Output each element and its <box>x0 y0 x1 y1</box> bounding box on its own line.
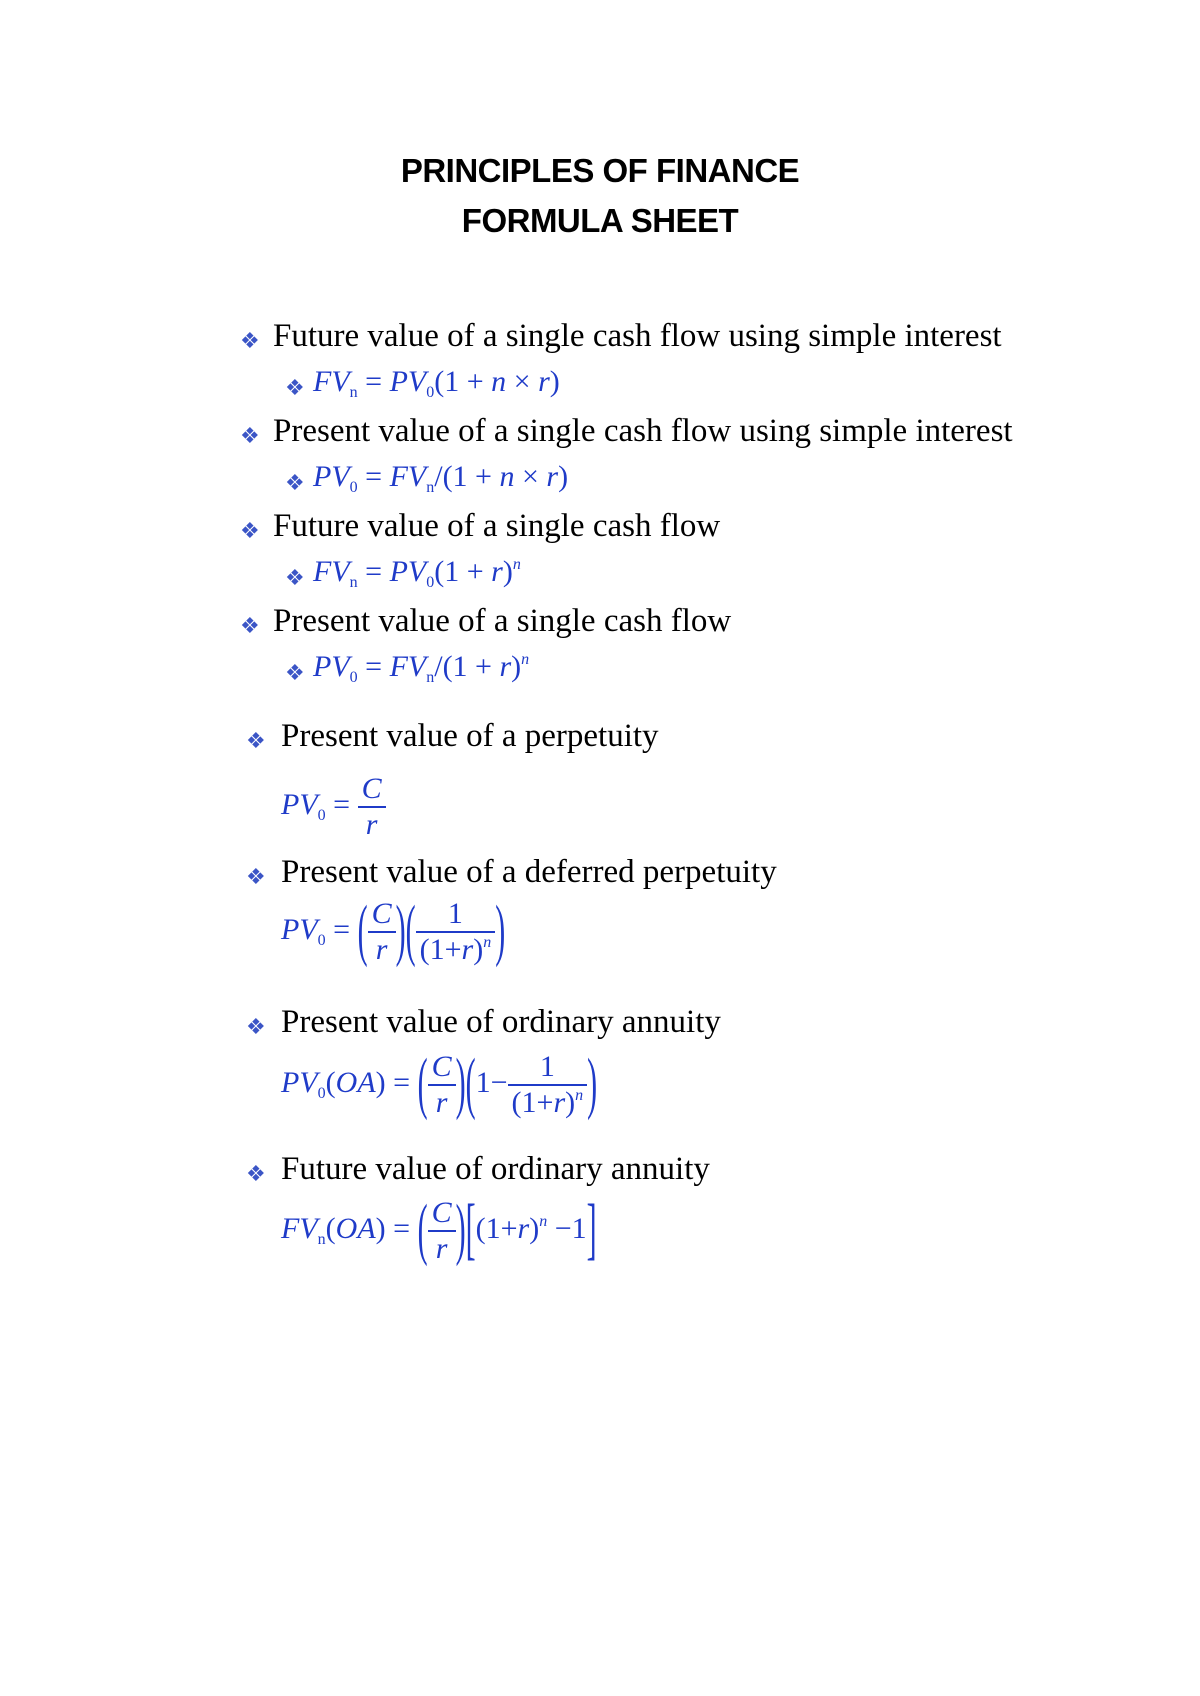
diamond-bullet-icon: ❖ <box>285 470 305 495</box>
page-title: PRINCIPLES OF FINANCE <box>400 152 800 189</box>
formula-pv-annuity: $PV_0(OA)$ = ( $\frac{C}{r}$ )(1− $\frac{1}{(1+r)^n}$ ) <box>281 1045 598 1122</box>
diamond-bullet-icon: ❖ <box>285 660 305 685</box>
page-subtitle: FORMULA SHEET <box>461 202 739 239</box>
diamond-bullet-icon: ❖ <box>246 1161 266 1186</box>
diamond-bullet-icon: ❖ <box>240 328 260 353</box>
diamond-bullet-icon: ❖ <box>285 375 305 400</box>
diamond-bullet-icon: ❖ <box>246 1014 266 1039</box>
heading-fv-single: Future value of a single cash flow <box>273 508 721 544</box>
heading-fv-simple: Future value of a single cash flow using simple interest <box>273 318 1002 354</box>
diamond-bullet-icon: ❖ <box>246 864 266 889</box>
formula-pv-simple: $PV_0 = FV_n/(1 + n \times r)$ <box>313 460 569 496</box>
formula-fv-single: $FV_n = PV_0(1 + r)^n$ <box>313 555 521 591</box>
heading-pv-simple: Present value of a single cash flow using simple interest <box>273 413 1013 449</box>
diamond-bullet-icon: ❖ <box>246 728 266 753</box>
heading-deferred-perpetuity: Present value of a deferred perpetuity <box>281 854 777 890</box>
diamond-bullet-icon: ❖ <box>240 613 260 638</box>
diamond-bullet-icon: ❖ <box>240 518 260 543</box>
heading-pv-annuity: Present value of ordinary annuity <box>281 1004 721 1040</box>
heading-perpetuity: Present value of a perpetuity <box>281 718 659 754</box>
formula-fv-annuity: $FV_n(OA)$ = ( $\frac{C}{r}$ )$[(1+r)^n -1]$ <box>281 1191 597 1268</box>
formula-pv-single: $PV_0 = FV_n/(1 + r)^n$ <box>313 650 530 686</box>
diamond-bullet-icon: ❖ <box>285 565 305 590</box>
diamond-bullet-icon: ❖ <box>240 423 260 448</box>
formula-deferred-perpetuity: $PV_0$ = ( $\frac{C}{r}$ )( $\frac{1}{(1+r)^n}$ ) <box>281 892 506 969</box>
formula-fv-simple: $FV_n = PV_0(1 + n \times r)$ <box>313 365 560 401</box>
heading-pv-single: Present value of a single cash flow <box>273 603 732 639</box>
formula-perpetuity: $PV_0$ = $\frac{C}{r}$ <box>281 772 386 842</box>
heading-fv-annuity: Future value of ordinary annuity <box>281 1151 710 1187</box>
